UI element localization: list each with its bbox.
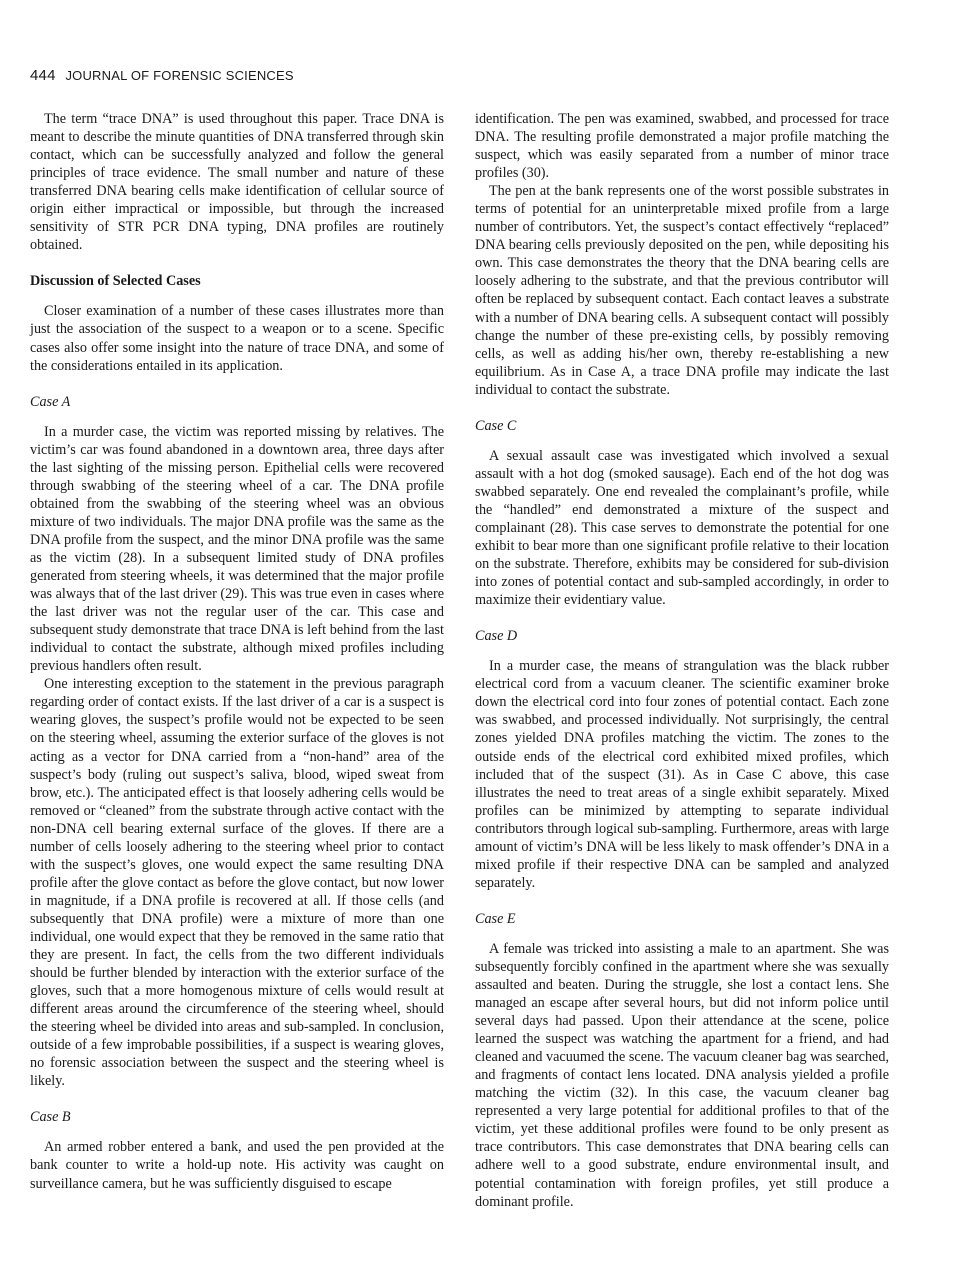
- heading-case-d: Case D: [475, 628, 518, 645]
- paragraph-trace-dna-definition: The term “trace DNA” is used throughout this paper. Trace DNA is meant to describe the minute quantities of DNA transferred through skin contact, which can be successfully analyzed and follow the general principles of trace evidence. The small number and nature of these transferred DNA bearing cells make identification of cellular source of origin either impractical or impossible, but through the increased sensitivity of STR PCR DNA typing, DNA profiles are routinely obtained.: [30, 111, 444, 254]
- paragraph-case-b-1: An armed robber entered a bank, and used the pen provided at the bank counter to write a hold-up note. His activity was caught on surveillance camera, but he was sufficiently disguised to escape: [30, 1139, 444, 1192]
- journal-title: JOURNAL OF FORENSIC SCIENCES: [65, 68, 294, 83]
- paragraph-case-a-2: One interesting exception to the statement in the previous paragraph regarding order of contact exists. If the last driver of a car is a suspect is wearing gloves, the suspect’s profile would not be expected to be seen on the steering wheel, assuming the exterior surface of the gloves is not acting as a vector for DNA carried from a “non-hand” area of the suspect’s body (ruling out suspect’s saliva, blood, wiped sweat from brow, etc.). The anticipated effect is that loosely adhering cells would be removed or “cleaned” from the substrate through active contact with the non-DNA cell bearing external surface of the gloves. If there are a number of cells loosely adhering to the steering wheel prior to contact with the suspect’s gloves, one would expect the same resulting DNA profile after the glove contact as before the glove contact, but now lower in magnitude, if a DNA profile is recovered at all. If those cells (and subsequently that DNA profile) were a mixture of more than one individual, one would expect that they be removed in the same ratio that they are present. In fact, the cells from the two different individuals should be further blended by interaction with the exterior surface of the gloves, such that a more homogenous mixture of cells would result at different areas around the circumference of the steering wheel, should the steering wheel be divided into areas and sub-sampled. In conclusion, outside of a few improbable possibilities, if a suspect is wearing gloves, no forensic association between the suspect and the steering wheel is likely.: [30, 676, 444, 1090]
- paragraph-discussion-intro: Closer examination of a number of these cases illustrates more than just the association of the suspect to a weapon or to a scene. Specific cases also offer some insight into the nature of trace DNA, and some of the considerations entailed in its application.: [30, 303, 444, 374]
- paragraph-case-a-1: In a murder case, the victim was reported missing by relatives. The victim’s car was found abandoned in a downtown area, three days after the last sighting of the missing person. Epithelial cells were recovered through swabbing of the steering wheel of a car. The DNA profile obtained from the swabbing of the steering wheel was an obvious mixture of two individuals. The major DNA profile was the same as the DNA profile from the suspect, and the minor DNA profile was the same as the victim (28). In a subsequent limited study of DNA profiles generated from steering wheels, it was determined that the major profile was always that of the last driver (29). This was true even in cases where the last driver was not the regular user of the car. This case and subsequent study demonstrate that trace DNA is left behind from the last individual to contact the substrate, although mixed profiles including previous handlers often result.: [30, 423, 444, 675]
- heading-case-e: Case E: [475, 910, 516, 927]
- heading-case-a: Case A: [30, 393, 71, 410]
- section-heading-discussion: Discussion of Selected Cases: [30, 273, 201, 290]
- paragraph-case-d-1: In a murder case, the means of strangulation was the black rubber electrical cord from a vacuum cleaner. The scientific examiner broke down the electrical cord into four zones of potential contact. Each zone was swabbed, and processed individually. Not surprisingly, the central zones yielded DNA profiles matching the victim. The zones to the outside ends of the electrical cord exhibited mixed profiles, which included that of the suspect (31). As in Case C above, this case illustrates the need to treat areas of a single exhibit separately. Mixed profiles can be minimized by attempting to separate individual contributors through logical sub-sampling. Furthermore, areas with large amount of victim’s DNA will be less likely to mask offender’s DNA in a mixed profile if their respective DNA can be sampled and analyzed separately.: [475, 658, 889, 891]
- paragraph-case-b-1-continued: identification. The pen was examined, swabbed, and processed for trace DNA. The resulting profile demonstrated a major profile matching the suspect, which was easily separated from a number of minor trace profiles (30).: [475, 111, 889, 182]
- left-column: [30, 110, 444, 1193]
- paragraph-case-b-2: The pen at the bank represents one of the worst possible substrates in terms of potential for an uninterpretable mixed profile from a large number of contributors. Yet, the suspect’s contact effectively “replaced” DNA bearing cells previously deposited on the pen, while depositing his own. This case demonstrates the theory that the DNA bearing cells are loosely adhering to the substrate, and that the previous contributor will often be replaced by subsequent contact. Each contact leaves a substrate with a number of DNA bearing cells. A subsequent contact will possibly change the number of these pre-existing cells, by possibly removing cells, as well as adding his/her own, thereby re-establishing a new equilibrium. As in Case A, a trace DNA profile may indicate the last individual to contact the substrate.: [475, 183, 889, 398]
- paragraph-case-c-1: A sexual assault case was investigated which involved a sexual assault with a hot dog (smoked sausage). Each end of the hot dog was swabbed separately. One end revealed the complainant’s profile, while the “handled” end demonstrated a mixture of the suspect and complainant (28). This case serves to demonstrate the potential for one exhibit to bear more than one significant profile relative to their location on the substrate. Therefore, exhibits may be considered for sub-division into zones of potential contact and sub-sampled accordingly, in order to maximize their evidentiary value.: [475, 447, 889, 609]
- page-number: 444: [30, 67, 56, 84]
- heading-case-c: Case C: [475, 417, 517, 434]
- running-head: [30, 67, 294, 84]
- paragraph-case-e-1: A female was tricked into assisting a male to an apartment. She was subsequently forcibly confined in the apartment where she was sexually assaulted and beaten. During the struggle, she lost a contact lens. She managed an escape after several hours, but did not inform police until several days had passed. Upon their attendance at the scene, police learned the suspect was watching the apartment for a friend, and had cleaned and vacuumed the scene. The vacuum cleaner bag was searched, and fragments of contact lens located. DNA analysis yielded a profile matching the victim (32). In this case, the vacuum cleaner bag represented a very large potential for additional profiles to that of the victim, yet these additional profiles were found to be only present as trace contributors. This case demonstrates that DNA bearing cells can adhere well to a good substrate, endure environmental insult, and potential contamination with foreign profiles, yet still produce a dominant profile.: [475, 940, 889, 1210]
- heading-case-b: Case B: [30, 1109, 71, 1126]
- right-column: [475, 110, 889, 1211]
